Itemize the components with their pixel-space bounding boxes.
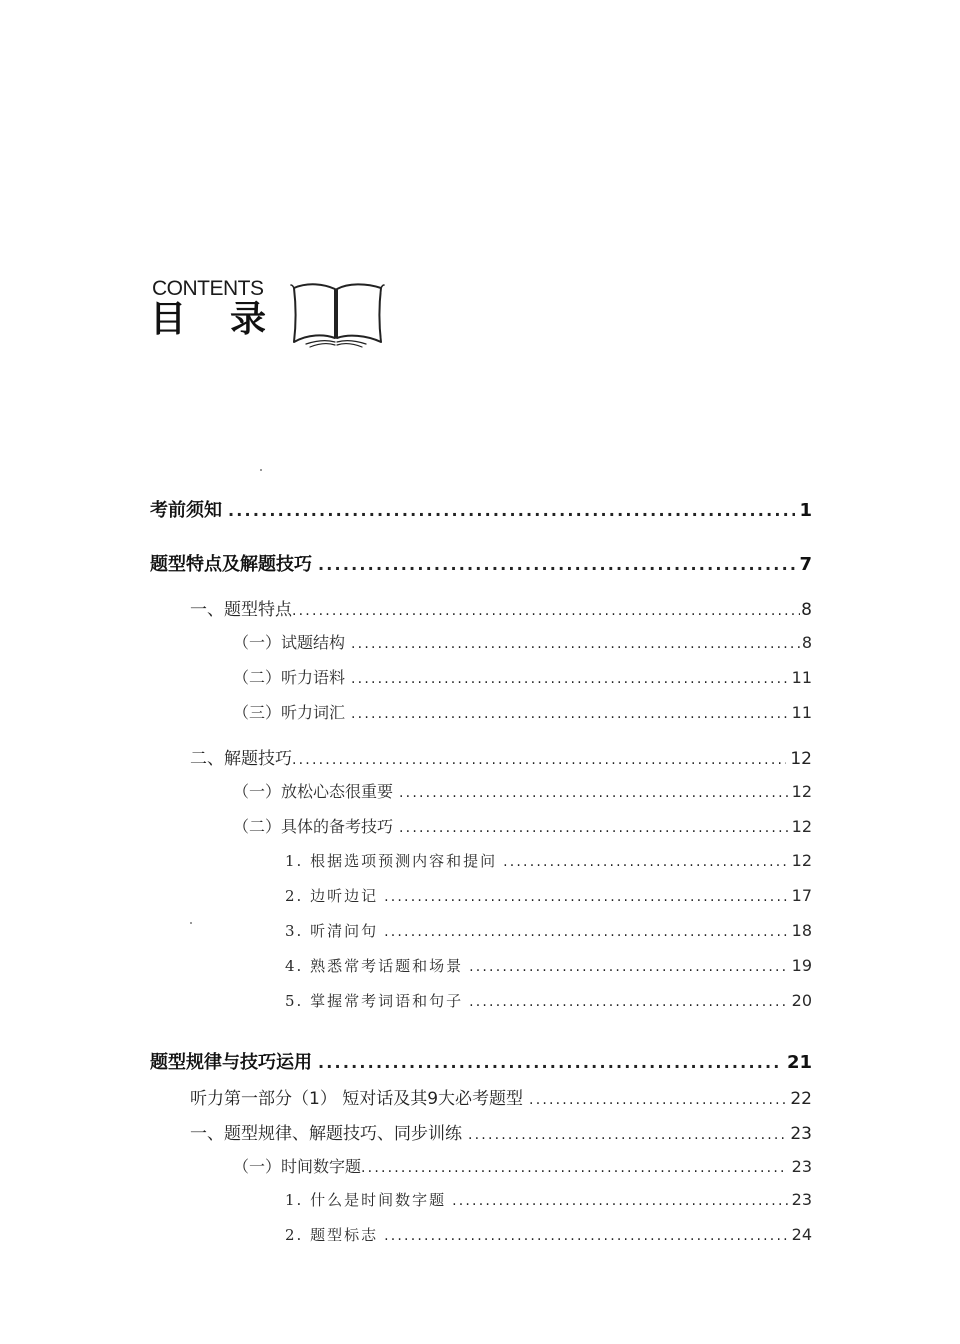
toc-entry-label: （二）具体的备考技巧 [233,817,394,836]
dot-leader [318,1053,783,1072]
dot-leader [384,889,788,905]
toc-entry-label: 一、题型特点 [190,600,292,620]
contents-header [152,278,392,348]
toc-entry-label: （三）听力词汇 [233,703,346,722]
scan-speck [260,469,262,471]
toc-entry-label: 题型特点及解题技巧 [150,554,312,575]
toc-entry-label: （一）放松心态很重要 [233,782,394,801]
toc-entry-label: （一）试题结构 [233,633,346,652]
toc-entry-page: 23 [791,1157,812,1176]
toc-entry[interactable] [233,700,812,723]
dot-leader [529,1092,786,1108]
toc-entry-page: 19 [791,956,812,975]
toc-entry[interactable] [233,665,812,688]
toc-entry-page: 12 [791,782,812,801]
toc-entry-label: （一）时间数字题 [233,1157,362,1176]
title-char-mu: 目 [150,299,187,340]
toc-entry-page: 23 [790,1124,812,1144]
toc-entry-label: 3. 听清问句 [285,922,379,940]
toc-entry-label: 5. 掌握常考词语和句子 [285,992,464,1010]
title-char-lu: 录 [230,299,267,340]
toc-entry-label: 1. 什么是时间数字题 [285,1191,447,1209]
toc-entry[interactable] [285,1224,812,1245]
scan-speck [190,922,192,924]
toc-entry[interactable] [190,1119,812,1144]
toc-entry-page: 11 [791,668,812,687]
dot-leader [452,1193,788,1209]
dot-leader [228,501,795,520]
dot-leader [384,924,788,940]
dot-leader [361,1160,788,1176]
toc-entry-label: 4. 熟悉常考话题和场景 [285,957,464,975]
toc-entry[interactable] [150,1048,812,1074]
toc-entry[interactable] [150,550,812,576]
toc-entry[interactable] [285,920,812,941]
toc-entry[interactable] [233,814,812,837]
toc-entry-page: 22 [790,1089,812,1109]
dot-leader [292,752,786,768]
toc-entry-label: 1. 根据选项预测内容和提问 [285,852,498,870]
toc-entry[interactable] [285,885,812,906]
toc-entry-page: 21 [786,1052,812,1073]
toc-entry-page: 20 [791,991,812,1010]
toc-entry-label: 二、解题技巧 [190,749,292,769]
toc-entry[interactable] [285,1189,812,1210]
toc-entry-label: 2. 题型标志 [285,1226,379,1244]
toc-entry[interactable] [285,850,812,871]
toc-entry-page: 12 [791,851,812,870]
dot-leader [469,959,788,975]
dot-leader [503,854,788,870]
dot-leader [399,820,788,836]
dot-leader [399,785,788,801]
toc-entry-page: 23 [791,1190,812,1209]
toc-entry-page: 12 [790,749,812,769]
toc-entry-label: 2. 边听边记 [285,887,379,905]
toc-entry-label: 考前须知 [150,500,222,521]
toc-entry-label: 题型规律与技巧运用 [150,1052,312,1073]
toc-entry[interactable] [190,744,812,769]
toc-entry[interactable] [190,1084,812,1109]
toc-entry[interactable] [190,595,812,620]
toc-entry-page: 8 [801,600,812,620]
contents-title-en: CONTENTS [152,277,264,300]
dot-leader [384,1228,788,1244]
toc-entry-page: 18 [791,921,812,940]
toc-entry-page: 1 [799,500,812,521]
toc-entry[interactable] [150,496,812,522]
toc-entry-page: 11 [791,703,812,722]
dot-leader [469,994,788,1010]
toc-entry[interactable] [285,990,812,1011]
toc-entry[interactable] [233,630,812,653]
dot-leader [318,555,795,574]
dot-leader [351,636,801,652]
toc-entry-label: 听力第一部分（1） 短对话及其9大必考题型 [190,1089,524,1109]
toc-entry[interactable] [285,955,812,976]
dot-leader [292,603,800,619]
toc-entry-label: （二）听力语料 [233,668,346,687]
toc-entry-page: 17 [791,886,812,905]
dot-leader [351,671,788,687]
dot-leader [351,706,788,722]
toc-entry-page: 24 [791,1225,812,1244]
toc-entry-label: 一、题型规律、解题技巧、同步训练 [190,1124,462,1144]
toc-entry[interactable] [233,779,812,802]
toc-entry-page: 8 [801,633,812,652]
toc-entry-page: 12 [791,817,812,836]
toc-entry-page: 7 [799,554,812,575]
toc-entry[interactable] [233,1154,812,1177]
open-book-icon [286,280,386,350]
dot-leader [468,1127,786,1143]
